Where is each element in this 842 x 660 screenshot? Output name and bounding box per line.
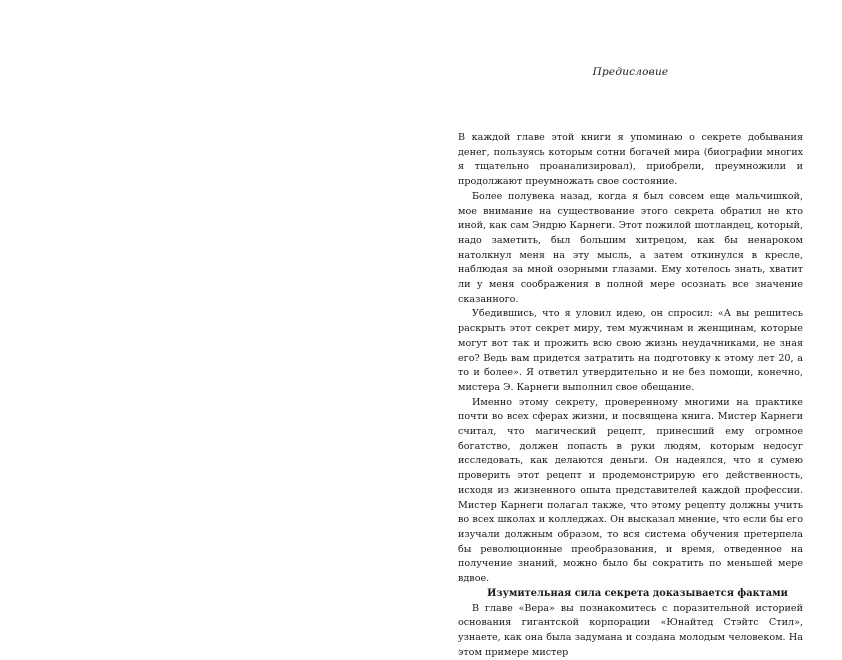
section-heading: Изумительная сила секрета доказывается фактами	[458, 587, 803, 602]
book-page	[421, 0, 842, 595]
paragraph-4: Именно этому секрету, проверенному многими на практике почти во всех сферах жизни, и посвящена книга. Мистер Карнеги считал, что магический рецепт, принесший ему огромное богатство, должен попасть в руки людям, которым недосуг исследовать, как делаются деньги. Он надеялся, что я сумею проверить этот рецепт и продемонстрирую его действенность, исходя из жизненного опыта представителей каждой профессии. Мистер Карнеги полагал также, что этому рецепту должны учить во всех школах и колледжах. Он высказал мнение, что если бы его изучали должным образом, то вся система обучения претерпела бы революционные преобразования, и время, отведенное на получение знаний, можно было бы сократить по меньшей мере вдвое.	[458, 396, 803, 587]
section-paragraph: В главе «Вера» вы познакомитесь с поразительной историей основания гигантской корпорации «Юнайтед Стэйтс Стил», узнаете, как она была задумана и создана молодым человеком. На этом примере мистер	[458, 602, 803, 660]
paragraph-1: В каждой главе этой книги я упоминаю о секрете добывания денег, пользуясь которым сотни богачей мира (биографии многих я тщательно проанализировал), приобрели, преумножили и продолжают преумножать свое состояние.	[458, 131, 803, 190]
page-body	[458, 131, 803, 660]
paragraph-3: Убедившись, что я уловил идею, он спросил: «А вы решитесь раскрыть этот секрет миру, тем мужчинам и женщинам, которые могут вот так и прожить всю свою жизнь неудачниками, не зная его? Ведь вам придется затратить на подготовку к этому лет 20, а то и более». Я ответил утвердительно и не без помощи, конечно, мистера Э. Карнеги выполнил свое обещание.	[458, 307, 803, 395]
paragraph-2: Более полувека назад, когда я был совсем еще мальчишкой, мое внимание на существование этого секрета обратил не кто иной, как сам Эндрю Карнеги. Этот пожилой шотландец, который, надо заметить, был большим хитрецом, как бы ненароком натолкнул меня на эту мысль, а затем откинулся в кресле, наблюдая за мной озорными глазами. Ему хотелось знать, хватит ли у меня соображения в полной мере осознать все значение сказанного.	[458, 190, 803, 308]
running-head: Предисловие	[458, 66, 803, 78]
